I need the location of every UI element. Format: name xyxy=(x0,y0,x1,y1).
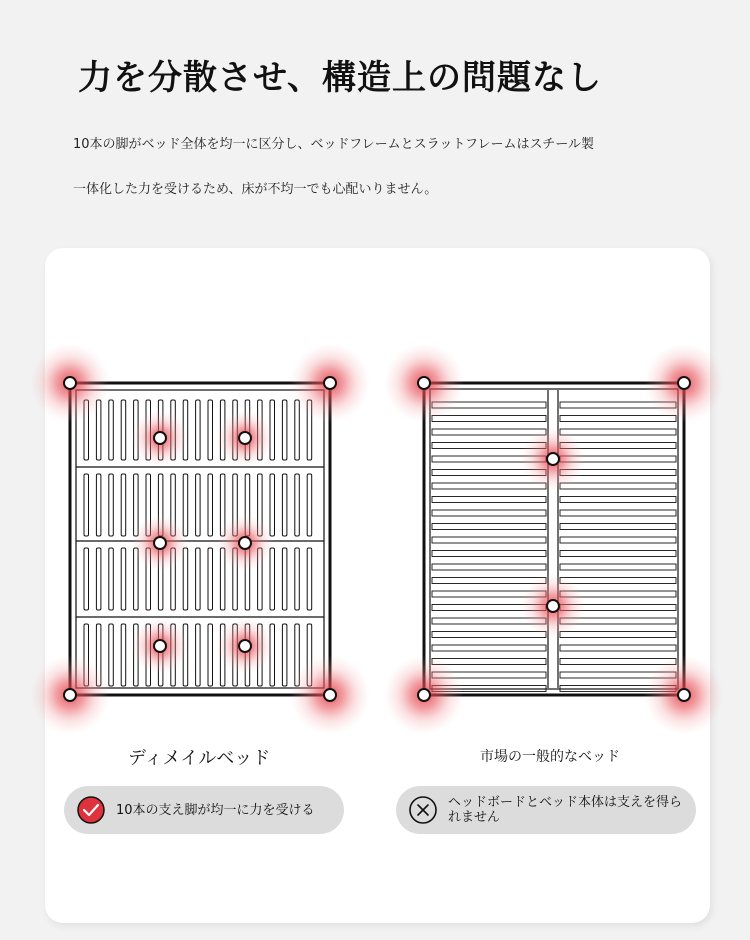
slat-right xyxy=(560,551,676,557)
slat-left xyxy=(432,483,546,489)
slat-right xyxy=(560,564,676,570)
support-point xyxy=(217,618,273,674)
description-line-1: 10本の脚がベッド全体を均一に区分し、ベッドフレームとスラットフレームはスチール製 xyxy=(73,137,594,152)
checkmark-circle-icon xyxy=(76,795,106,825)
slat-right xyxy=(560,645,676,651)
support-point xyxy=(521,427,585,491)
slat-slot xyxy=(84,548,89,610)
support-point xyxy=(384,655,464,735)
slat-slot xyxy=(196,400,201,460)
right-bed-label: 市場の一般的なベッド xyxy=(480,749,620,765)
slat-slot xyxy=(282,400,287,460)
slat-left xyxy=(432,659,546,665)
support-leg xyxy=(154,640,166,652)
slat-right xyxy=(560,524,676,530)
slat-left xyxy=(432,429,546,435)
support-leg xyxy=(239,537,251,549)
support-point xyxy=(30,343,110,423)
support-leg xyxy=(678,689,690,701)
support-leg xyxy=(547,600,559,612)
slat-slot xyxy=(295,548,300,610)
support-point xyxy=(290,343,370,423)
left-bed-frame xyxy=(70,383,330,695)
slat-slot xyxy=(307,548,312,610)
slat-right xyxy=(560,416,676,422)
slat-slot xyxy=(196,474,201,536)
support-leg xyxy=(678,377,690,389)
support-leg xyxy=(154,432,166,444)
support-point xyxy=(132,410,188,466)
slat-slot xyxy=(208,400,213,460)
slat-slot xyxy=(121,400,126,460)
support-leg xyxy=(418,689,430,701)
slat-right xyxy=(560,497,676,503)
slat-left xyxy=(432,564,546,570)
slat-slot xyxy=(270,474,275,536)
support-point xyxy=(290,655,370,735)
slat-left xyxy=(432,551,546,557)
slat-right xyxy=(560,483,676,489)
slat-left xyxy=(432,578,546,584)
slat-left xyxy=(432,537,546,543)
support-leg xyxy=(324,689,336,701)
slat-slot xyxy=(282,548,287,610)
slat-slot xyxy=(196,624,201,686)
slat-slot xyxy=(307,474,312,536)
support-point xyxy=(384,343,464,423)
support-point xyxy=(644,655,724,735)
support-point xyxy=(217,515,273,571)
slat-slot xyxy=(208,548,213,610)
description-line-2: 一体化した力を受けるため、床が不均一でも心配いりません。 xyxy=(73,182,438,197)
slat-right xyxy=(560,659,676,665)
slat-slot xyxy=(121,548,126,610)
slat-slot xyxy=(295,400,300,460)
slat-left xyxy=(432,416,546,422)
slat-slot xyxy=(109,400,114,460)
left-feature-text: 10本の支え脚が均一に力を受ける xyxy=(116,802,315,818)
support-leg xyxy=(324,377,336,389)
slat-slot xyxy=(282,624,287,686)
right-feature-text: ヘッドボードとベッド本体は支えを得られません xyxy=(448,795,683,825)
slat-left xyxy=(432,524,546,530)
support-leg xyxy=(547,453,559,465)
left-bed-label: ディメイルベッド xyxy=(128,748,271,769)
left-feature-pill xyxy=(64,786,344,834)
slat-left xyxy=(432,632,546,638)
page-title: 力を分散させ、構造上の問題なし xyxy=(78,58,602,98)
slat-slot xyxy=(96,474,101,536)
support-leg xyxy=(239,640,251,652)
slat-slot xyxy=(84,474,89,536)
slat-right xyxy=(560,510,676,516)
slat-slot xyxy=(109,624,114,686)
right-feature-pill xyxy=(396,786,696,834)
support-point xyxy=(30,655,110,735)
slat-slot xyxy=(208,474,213,536)
slat-slot xyxy=(121,624,126,686)
support-leg xyxy=(418,377,430,389)
cross-circle-icon xyxy=(408,795,438,825)
support-leg xyxy=(64,689,76,701)
slat-slot xyxy=(121,474,126,536)
slat-slot xyxy=(196,548,201,610)
support-leg xyxy=(154,537,166,549)
support-point xyxy=(521,574,585,638)
slat-slot xyxy=(183,474,188,536)
support-leg xyxy=(64,377,76,389)
slat-left xyxy=(432,510,546,516)
slat-left xyxy=(432,497,546,503)
support-point xyxy=(217,410,273,466)
slat-left xyxy=(432,645,546,651)
slat-slot xyxy=(270,548,275,610)
slat-slot xyxy=(282,474,287,536)
support-leg xyxy=(239,432,251,444)
slat-right xyxy=(560,537,676,543)
slat-right xyxy=(560,578,676,584)
support-point xyxy=(132,618,188,674)
slat-slot xyxy=(208,624,213,686)
slat-right xyxy=(560,429,676,435)
slat-slot xyxy=(109,548,114,610)
support-point xyxy=(132,515,188,571)
support-point xyxy=(644,343,724,423)
left-bed-slats xyxy=(76,400,324,686)
slat-slot xyxy=(96,548,101,610)
slat-right xyxy=(560,632,676,638)
slat-slot xyxy=(295,474,300,536)
slat-slot xyxy=(109,474,114,536)
